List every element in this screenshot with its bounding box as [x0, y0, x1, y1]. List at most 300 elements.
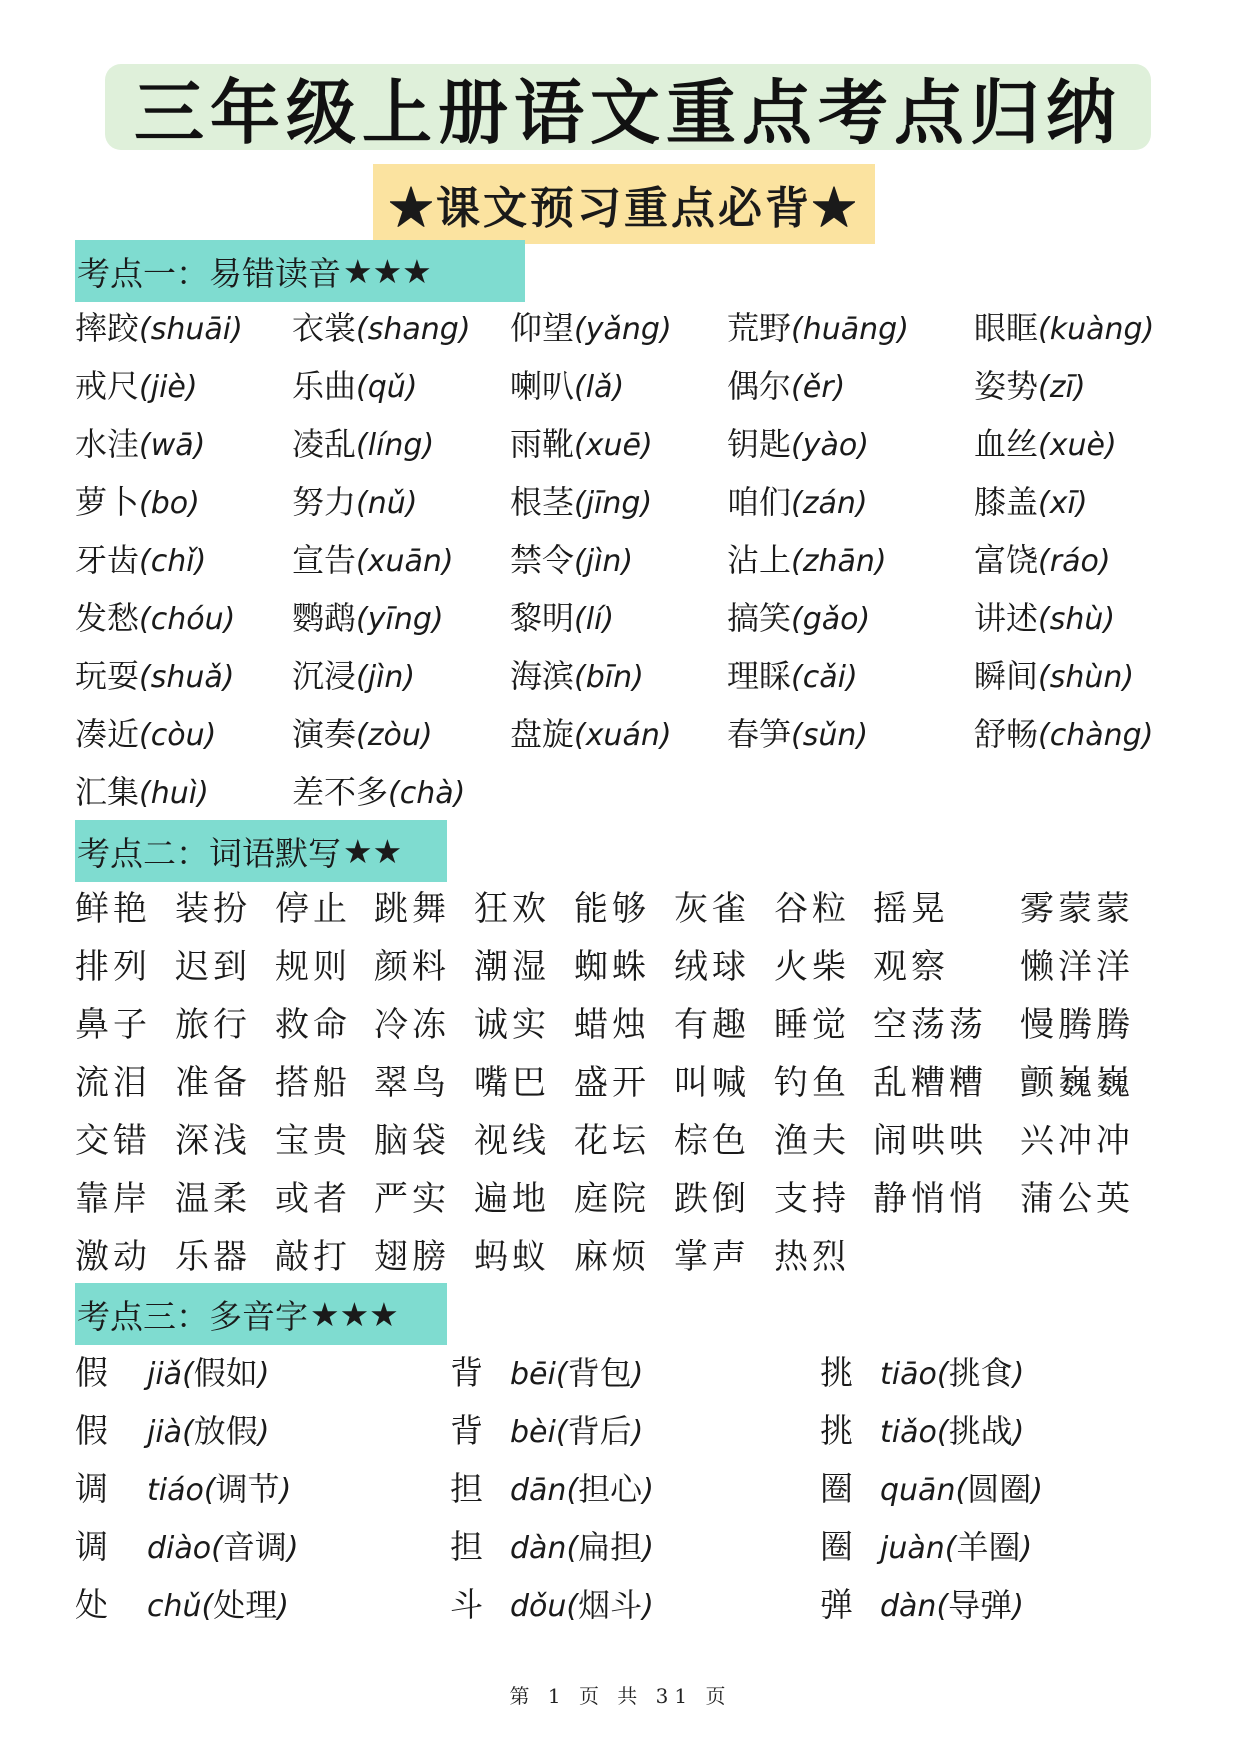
paren-open: (: [555, 1415, 568, 1450]
vocab-word: 有趣: [674, 1005, 750, 1045]
reading-word: 搞笑: [727, 599, 792, 637]
paren-close: ): [405, 370, 418, 405]
reading-pinyin: jīng: [585, 486, 641, 521]
vocab-word: 静悄悄: [873, 1179, 987, 1219]
reading-word: 沾上: [727, 541, 792, 579]
reading-pinyin: bo: [150, 486, 189, 521]
section1-stars: ★★★: [343, 251, 432, 291]
reading-word: 戒尺: [75, 367, 140, 405]
vocab-word: 翠鸟: [374, 1063, 450, 1103]
vocab-word: 嘴巴: [474, 1063, 550, 1103]
paren-close: ): [602, 602, 615, 637]
reading-pinyin: shùn: [1049, 660, 1123, 695]
reading-entry: [292, 474, 417, 532]
vocab-word: 停止: [275, 889, 351, 929]
reading-word: 努力: [292, 483, 357, 521]
paren-open: (: [1038, 544, 1050, 579]
vocab-word: 盛开: [574, 1063, 650, 1103]
polyphone-char: 圈: [820, 1527, 853, 1566]
reading-entry: [75, 358, 198, 416]
polyphone-example: 烟斗: [578, 1586, 643, 1624]
paren-close: ): [453, 776, 466, 811]
vocab-word: 空荡荡: [873, 1005, 987, 1045]
reading-pinyin: kuàng: [1049, 312, 1143, 347]
reading-pinyin: chǐ: [150, 544, 195, 579]
polyphone-char: 假: [75, 1411, 108, 1450]
paren-close: ): [874, 544, 887, 579]
vocab-word: 钓鱼: [774, 1063, 850, 1103]
reading-pinyin: còu: [150, 718, 205, 753]
reading-word: 舒畅: [974, 715, 1039, 753]
paren-close: ): [659, 312, 672, 347]
reading-word: 差不多: [292, 773, 389, 811]
section3-heading: [75, 1283, 447, 1345]
vocab-word: 严实: [374, 1179, 450, 1219]
paren-open: (: [791, 486, 803, 521]
reading-entry: [510, 416, 653, 474]
polyphone-pinyin: jiǎ: [147, 1357, 183, 1392]
vocab-word: 乱糟糟: [873, 1063, 987, 1103]
paren-open: (: [791, 544, 803, 579]
reading-word: 牙齿: [75, 541, 140, 579]
vocab-word: 翅膀: [374, 1237, 450, 1277]
reading-pinyin: xuán: [585, 718, 660, 753]
paren-close: ): [185, 370, 198, 405]
paren-close: ): [286, 1531, 299, 1566]
vocab-word: 闹哄哄: [873, 1121, 987, 1161]
paren-open: (: [1038, 312, 1050, 347]
paren-open: (: [574, 486, 586, 521]
polyphone-reading: [880, 1403, 1024, 1461]
reading-word: 偶尔: [727, 367, 792, 405]
vocab-word: 麻烦: [574, 1237, 650, 1277]
reading-pinyin: xuē: [585, 428, 641, 463]
polyphone-reading: [510, 1577, 654, 1635]
paren-close: ): [204, 718, 217, 753]
polyphone-pinyin: tiáo: [147, 1473, 204, 1508]
paren-close: ): [277, 1589, 289, 1624]
reading-entry: [727, 648, 858, 706]
vocab-word: 花坛: [574, 1121, 650, 1161]
paren-open: (: [574, 370, 586, 405]
polyphone-char: 背: [450, 1353, 483, 1392]
vocab-word: 火柴: [774, 947, 850, 987]
reading-entry: [510, 590, 614, 648]
polyphone-example: 挑战: [948, 1412, 1013, 1450]
vocab-word: 蒲公英: [1020, 1179, 1134, 1219]
vocab-word: 装扮: [175, 889, 251, 929]
reading-entry: [727, 416, 869, 474]
vocab-word: 视线: [474, 1121, 550, 1161]
reading-entry: [292, 300, 471, 358]
polyphone-reading: [147, 1403, 270, 1461]
reading-pinyin: wā: [150, 428, 194, 463]
reading-pinyin: bīn: [585, 660, 633, 695]
vocab-word: 掌声: [674, 1237, 750, 1277]
polyphone-reading: [147, 1519, 299, 1577]
reading-pinyin: shuǎ: [150, 660, 223, 695]
vocab-word: 跳舞: [374, 889, 450, 929]
polyphone-pinyin: tiǎo: [880, 1415, 937, 1450]
paren-open: (: [356, 486, 368, 521]
polyphone-example: 假如: [193, 1354, 258, 1392]
polyphone-reading: [880, 1577, 1024, 1635]
paren-close: ): [420, 718, 433, 753]
paren-close: ): [431, 602, 444, 637]
reading-pinyin: ěr: [802, 370, 834, 405]
polyphone-reading: [147, 1577, 289, 1635]
vocab-word: 庭院: [574, 1179, 650, 1219]
vocab-word: 深浅: [175, 1121, 251, 1161]
reading-entry: [727, 532, 887, 590]
paren-close: ): [403, 660, 416, 695]
paren-close: ): [458, 312, 471, 347]
reading-entry: [974, 590, 1115, 648]
reading-pinyin: líng: [367, 428, 423, 463]
reading-entry: [75, 764, 209, 822]
vocab-word: 兴冲冲: [1020, 1121, 1134, 1161]
reading-pinyin: xuè: [1049, 428, 1105, 463]
reading-pinyin: xī: [1049, 486, 1076, 521]
reading-word: 讲述: [974, 599, 1039, 637]
reading-word: 乐曲: [292, 367, 357, 405]
paren-close: ): [222, 660, 235, 695]
paren-open: (: [566, 1531, 579, 1566]
paren-close: ): [1073, 370, 1086, 405]
reading-pinyin: zán: [802, 486, 856, 521]
paren-close: ): [194, 544, 207, 579]
paren-close: ): [223, 602, 236, 637]
vocab-word: 渔夫: [774, 1121, 850, 1161]
reading-entry: [292, 590, 444, 648]
vocab-word: 懒洋洋: [1020, 947, 1134, 987]
reading-pinyin: yǎng: [585, 312, 660, 347]
reading-word: 凑近: [75, 715, 140, 753]
reading-word: 衣裳: [292, 309, 357, 347]
paren-close: ): [279, 1473, 292, 1508]
vocab-word: 谷粒: [774, 889, 850, 929]
paren-close: ): [1031, 1473, 1043, 1508]
vocab-word: 雾蒙蒙: [1020, 889, 1134, 929]
reading-pinyin: qǔ: [367, 370, 406, 405]
reading-pinyin: nǔ: [367, 486, 406, 521]
polyphone-reading: [147, 1461, 291, 1519]
vocab-word: 迟到: [175, 947, 251, 987]
vocab-word: 救命: [275, 1005, 351, 1045]
paren-close: ): [1104, 428, 1117, 463]
reading-pinyin: huì: [150, 776, 198, 811]
reading-pinyin: lǎ: [585, 370, 613, 405]
section2-heading: [75, 820, 447, 882]
polyphone-reading: [880, 1345, 1024, 1403]
section3-stars: ★★★: [310, 1294, 399, 1334]
reading-word: 汇集: [75, 773, 140, 811]
paren-close: ): [1122, 660, 1135, 695]
paren-open: (: [574, 660, 586, 695]
polyphone-example: 处理: [213, 1586, 278, 1624]
vocab-word: 搭船: [275, 1063, 351, 1103]
reading-pinyin: zhān: [802, 544, 875, 579]
paren-close: ): [631, 1415, 644, 1450]
paren-open: (: [203, 1473, 216, 1508]
reading-entry: [75, 648, 235, 706]
reading-word: 玩耍: [75, 657, 140, 695]
reading-word: 咱们: [727, 483, 792, 521]
page-footer: 第 1 页 共 31 页: [509, 1684, 732, 1708]
vocab-word: 敲打: [275, 1237, 351, 1277]
paren-open: (: [139, 544, 151, 579]
polyphone-example: 背包: [567, 1354, 632, 1392]
reading-entry: [292, 532, 454, 590]
reading-entry: [727, 590, 870, 648]
paren-close: ): [1012, 1415, 1025, 1450]
polyphone-char: 调: [75, 1527, 108, 1566]
polyphone-pinyin: diào: [147, 1531, 212, 1566]
paren-open: (: [139, 370, 151, 405]
reading-pinyin: huāng: [802, 312, 898, 347]
vocab-word: 灰雀: [674, 889, 750, 929]
vocab-word: 颤巍巍: [1020, 1063, 1134, 1103]
paren-close: ): [640, 428, 653, 463]
reading-pinyin: sǔn: [802, 718, 857, 753]
reading-word: 宣告: [292, 541, 357, 579]
polyphone-char: 担: [450, 1469, 483, 1508]
reading-word: 发愁: [75, 599, 140, 637]
vocab-word: 准备: [175, 1063, 251, 1103]
paren-close: ): [642, 1531, 654, 1566]
polyphone-reading: [510, 1345, 643, 1403]
vocab-word: 跌倒: [674, 1179, 750, 1219]
vocab-word: 靠岸: [75, 1179, 151, 1219]
paren-open: (: [1038, 602, 1050, 637]
paren-open: (: [944, 1531, 957, 1566]
polyphone-char: 调: [75, 1469, 108, 1508]
vocab-word: 叫喊: [674, 1063, 750, 1103]
paren-open: (: [791, 602, 803, 637]
paren-open: (: [139, 428, 151, 463]
reading-entry: [75, 706, 216, 764]
paren-close: ): [642, 1473, 654, 1508]
paren-close: ): [193, 428, 206, 463]
reading-pinyin: chàng: [1049, 718, 1142, 753]
vocab-word: 狂欢: [474, 889, 550, 929]
paren-open: (: [201, 1589, 214, 1624]
reading-entry: [974, 706, 1153, 764]
polyphone-pinyin: bèi: [510, 1415, 556, 1450]
reading-word: 雨靴: [510, 425, 575, 463]
reading-word: 萝卜: [75, 483, 140, 521]
reading-word: 眼眶: [974, 309, 1039, 347]
vocab-word: 遍地: [474, 1179, 550, 1219]
paren-open: (: [356, 602, 368, 637]
paren-close: ): [1142, 312, 1155, 347]
reading-pinyin: jìn: [367, 660, 404, 695]
paren-open: (: [356, 428, 368, 463]
paren-open: (: [356, 718, 368, 753]
reading-entry: [974, 300, 1154, 358]
polyphone-char: 圈: [820, 1469, 853, 1508]
reading-entry: [292, 764, 465, 822]
paren-close: ): [1075, 486, 1088, 521]
reading-entry: [510, 300, 672, 358]
vocab-word: 交错: [75, 1121, 151, 1161]
paren-open: (: [574, 544, 586, 579]
reading-word: 盘旋: [510, 715, 575, 753]
vocab-word: 棕色: [674, 1121, 750, 1161]
paren-open: (: [574, 428, 586, 463]
paren-close: ): [257, 1415, 270, 1450]
vocab-word: 摇晃: [873, 889, 949, 929]
paren-open: (: [356, 660, 368, 695]
reading-entry: [292, 706, 433, 764]
vocab-word: 旅行: [175, 1005, 251, 1045]
paren-close: ): [405, 486, 418, 521]
paren-close: ): [1012, 1357, 1025, 1392]
paren-open: (: [1038, 660, 1050, 695]
reading-word: 姿势: [974, 367, 1039, 405]
reading-pinyin: jiè: [150, 370, 186, 405]
reading-word: 仰望: [510, 309, 575, 347]
reading-entry: [974, 474, 1088, 532]
polyphone-pinyin: dàn: [880, 1589, 937, 1624]
paren-open: (: [1038, 718, 1050, 753]
paren-close: ): [197, 776, 209, 811]
reading-word: 凌乱: [292, 425, 357, 463]
vocab-word: 激动: [75, 1237, 151, 1277]
paren-open: (: [791, 428, 803, 463]
reading-entry: [292, 358, 418, 416]
reading-word: 钥匙: [727, 425, 792, 463]
polyphone-example: 导弹: [948, 1586, 1013, 1624]
reading-pinyin: xuān: [367, 544, 442, 579]
polyphone-char: 背: [450, 1411, 483, 1450]
polyphone-char: 挑: [820, 1353, 853, 1392]
section1-heading: [75, 240, 525, 302]
paren-open: (: [791, 370, 803, 405]
paren-open: (: [182, 1415, 194, 1450]
reading-word: 荒野: [727, 309, 792, 347]
polyphone-reading: [510, 1461, 654, 1519]
reading-word: 海滨: [510, 657, 575, 695]
reading-word: 膝盖: [974, 483, 1039, 521]
paren-close: ): [640, 486, 653, 521]
reading-word: 演奏: [292, 715, 357, 753]
polyphone-example: 音调: [222, 1528, 287, 1566]
polyphone-pinyin: dān: [510, 1473, 567, 1508]
reading-entry: [75, 474, 200, 532]
paren-open: (: [182, 1357, 194, 1392]
paren-open: (: [139, 660, 151, 695]
paren-open: (: [388, 776, 400, 811]
polyphone-reading: [510, 1519, 654, 1577]
paren-close: ): [257, 1357, 270, 1392]
vocab-word: 绒球: [674, 947, 750, 987]
section3-heading-text: 考点三：多音字: [77, 1296, 308, 1336]
vocab-word: 支持: [774, 1179, 850, 1219]
reading-pinyin: ráo: [1049, 544, 1099, 579]
reading-pinyin: zòu: [367, 718, 421, 753]
polyphone-reading: [147, 1345, 270, 1403]
paren-open: (: [555, 1357, 568, 1392]
polyphone-example: 羊圈: [956, 1528, 1021, 1566]
reading-entry: [510, 532, 633, 590]
vocab-word: 或者: [275, 1179, 351, 1219]
vocab-word: 排列: [75, 947, 151, 987]
reading-pinyin: shang: [367, 312, 459, 347]
section2-stars: ★★: [343, 831, 403, 871]
paren-close: ): [1103, 602, 1116, 637]
vocab-word: 诚实: [474, 1005, 550, 1045]
paren-open: (: [955, 1473, 968, 1508]
reading-pinyin: zī: [1049, 370, 1074, 405]
reading-entry: [292, 648, 415, 706]
reading-entry: [727, 474, 868, 532]
section1-heading-text: 考点一：易错读音: [77, 253, 341, 293]
paren-open: (: [574, 602, 586, 637]
vocab-word: 鼻子: [75, 1005, 151, 1045]
paren-open: (: [356, 370, 368, 405]
reading-entry: [510, 706, 672, 764]
paren-open: (: [356, 544, 368, 579]
reading-entry: [75, 590, 235, 648]
paren-close: ): [612, 370, 625, 405]
reading-entry: [75, 300, 243, 358]
paren-close: ): [632, 660, 644, 695]
polyphone-char: 挑: [820, 1411, 853, 1450]
reading-entry: [727, 300, 909, 358]
polyphone-char: 假: [75, 1353, 108, 1392]
reading-entry: [974, 532, 1111, 590]
reading-pinyin: chóu: [150, 602, 224, 637]
reading-entry: [974, 416, 1117, 474]
paren-open: (: [566, 1589, 579, 1624]
paren-open: (: [936, 1357, 949, 1392]
polyphone-example: 圆圈: [967, 1470, 1032, 1508]
paren-close: ): [659, 718, 672, 753]
polyphone-char: 担: [450, 1527, 483, 1566]
reading-pinyin: yīng: [367, 602, 432, 637]
reading-word: 富饶: [974, 541, 1039, 579]
reading-entry: [75, 416, 205, 474]
reading-entry: [75, 532, 206, 590]
polyphone-pinyin: bēi: [510, 1357, 556, 1392]
polyphone-pinyin: chǔ: [147, 1589, 202, 1624]
polyphone-reading: [880, 1519, 1032, 1577]
reading-word: 春笋: [727, 715, 792, 753]
polyphone-pinyin: juàn: [880, 1531, 945, 1566]
reading-entry: [510, 474, 652, 532]
reading-word: 沉浸: [292, 657, 357, 695]
vocab-word: 睡觉: [774, 1005, 850, 1045]
paren-open: (: [139, 602, 151, 637]
reading-word: 喇叭: [510, 367, 575, 405]
paren-close: ): [642, 1589, 654, 1624]
paren-close: ): [231, 312, 243, 347]
paren-open: (: [139, 718, 151, 753]
vocab-word: 观察: [873, 947, 949, 987]
vocab-word: 鲜艳: [75, 889, 151, 929]
vocab-word: 冷冻: [374, 1005, 450, 1045]
page-title: 三年级上册语文重点考点归纳: [134, 70, 1122, 154]
vocab-word: 慢腾腾: [1020, 1005, 1134, 1045]
reading-word: 禁令: [510, 541, 575, 579]
polyphone-example: 调节: [215, 1470, 280, 1508]
paren-close: ): [422, 428, 435, 463]
section2-heading-text: 考点二：词语默写: [77, 833, 341, 873]
vocab-word: 温柔: [175, 1179, 251, 1219]
paren-open: (: [1038, 370, 1050, 405]
vocab-word: 热烈: [774, 1237, 850, 1277]
